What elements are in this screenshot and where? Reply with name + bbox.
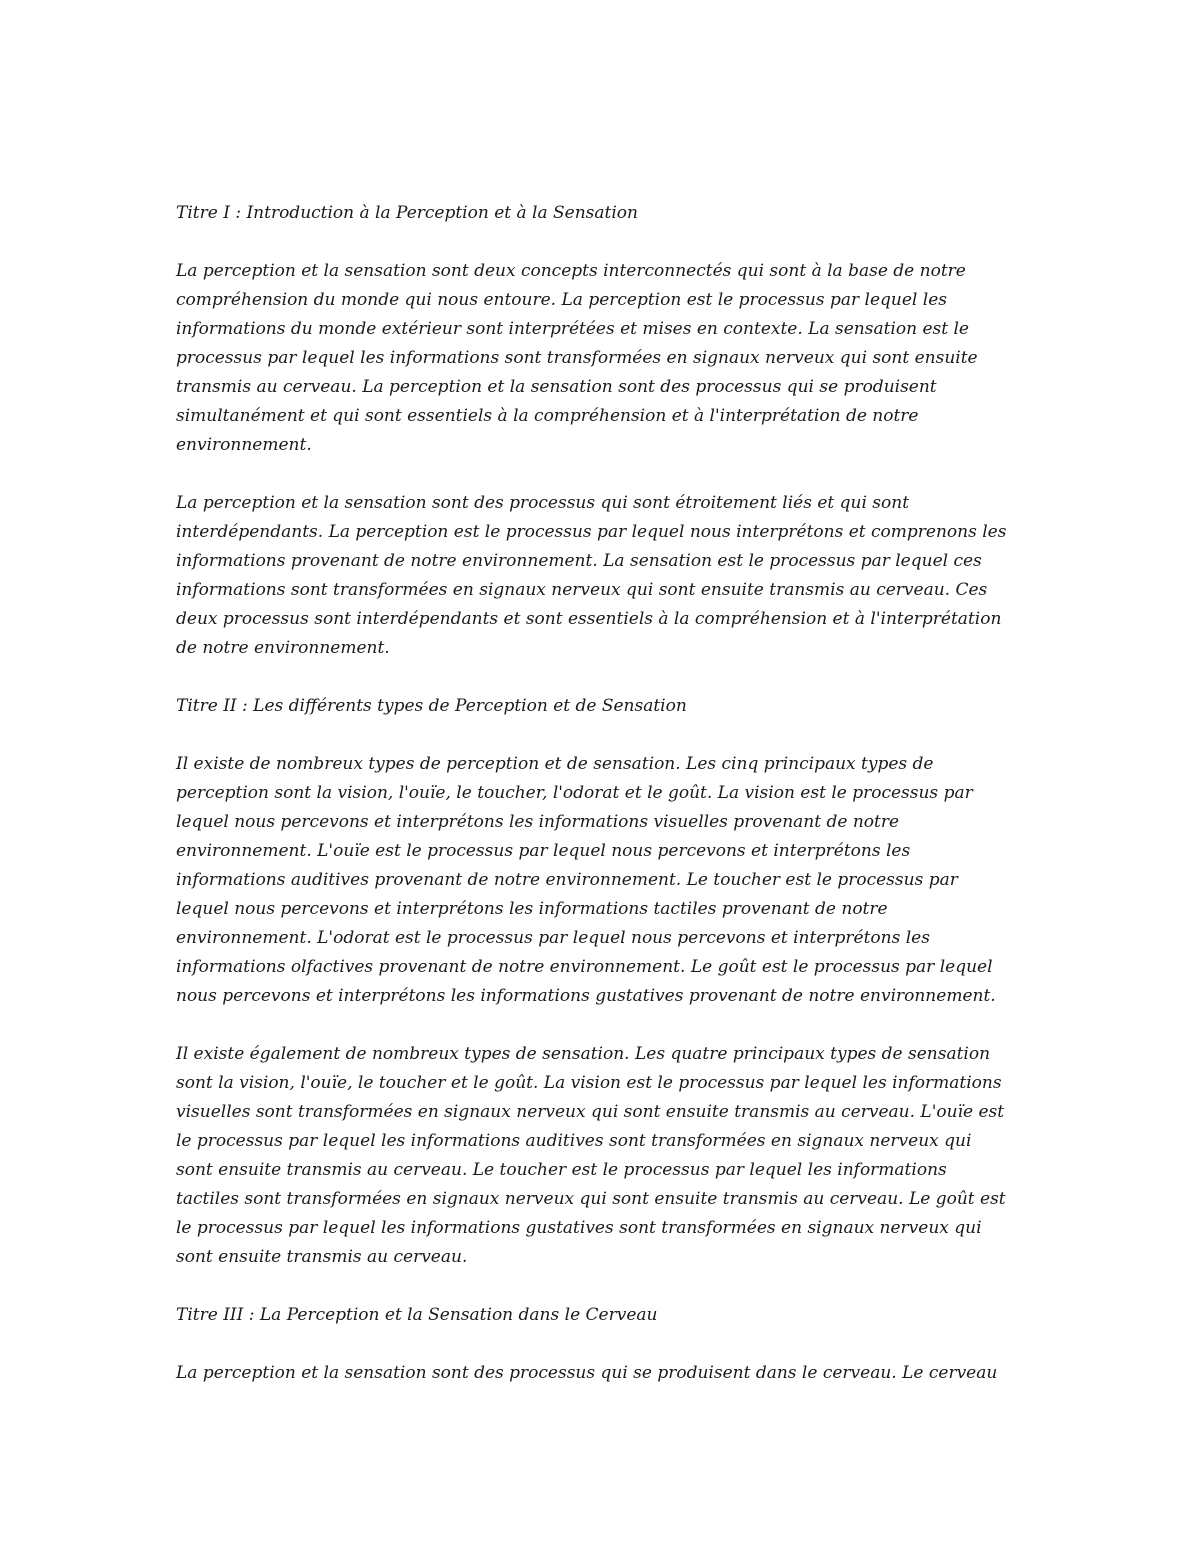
text-line: informations sont transformées en signaux nerveux qui sont ensuite transmis au cerveau. Ces (176, 580, 988, 600)
paragraph-spacer (176, 460, 1036, 489)
text-line: sont la vision, l'ouïe, le toucher et le goût. La vision est le processus par lequel les informations (176, 1073, 1002, 1093)
text-line: le processus par lequel les informations auditives sont transformées en signaux nerveux qui (176, 1131, 972, 1151)
text-line: deux processus sont interdépendants et sont essentiels à la compréhension et à l'interprétation (176, 609, 1002, 629)
paragraph (176, 489, 1036, 663)
section-title: Titre II : Les différents types de Perception et de Sensation (176, 696, 687, 716)
text-line: visuelles sont transformées en signaux nerveux qui sont ensuite transmis au cerveau. L'ouïe est (176, 1102, 1005, 1122)
text-line: La perception et la sensation sont des processus qui sont étroitement liés et qui sont (176, 493, 910, 513)
text-line: environnement. L'ouïe est le processus par lequel nous percevons et interprétons les (176, 841, 911, 861)
text-line: compréhension du monde qui nous entoure. La perception est le processus par lequel les (176, 290, 947, 310)
document-body (176, 199, 1036, 1388)
section-title: Titre III : La Perception et la Sensation dans le Cerveau (176, 1305, 658, 1325)
text-line: tactiles sont transformées en signaux nerveux qui sont ensuite transmis au cerveau. Le goût est (176, 1189, 1006, 1209)
text-line: de notre environnement. (176, 638, 390, 658)
section-title: Titre I : Introduction à la Perception et à la Sensation (176, 203, 638, 223)
text-line: le processus par lequel les informations gustatives sont transformées en signaux nerveux qui (176, 1218, 982, 1238)
text-line: simultanément et qui sont essentiels à la compréhension et à l'interprétation de notre (176, 406, 919, 426)
text-line: informations auditives provenant de notre environnement. Le toucher est le processus par (176, 870, 958, 890)
text-line: perception sont la vision, l'ouïe, le toucher, l'odorat et le goût. La vision est le processus par (176, 783, 973, 803)
paragraph-spacer (176, 721, 1036, 750)
text-line: informations olfactives provenant de notre environnement. Le goût est le processus par lequel (176, 957, 993, 977)
text-line: interdépendants. La perception est le processus par lequel nous interprétons et comprenons les (176, 522, 1007, 542)
text-line: sont ensuite transmis au cerveau. (176, 1247, 468, 1267)
text-line: Il existe également de nombreux types de sensation. Les quatre principaux types de sensation (176, 1044, 991, 1064)
paragraph-spacer (176, 1330, 1036, 1359)
text-line: informations provenant de notre environnement. La sensation est le processus par lequel ces (176, 551, 982, 571)
text-line: sont ensuite transmis au cerveau. Le toucher est le processus par lequel les informations (176, 1160, 947, 1180)
text-line: environnement. (176, 435, 312, 455)
text-line: transmis au cerveau. La perception et la sensation sont des processus qui se produisent (176, 377, 937, 397)
paragraph (176, 750, 1036, 1011)
text-line: La perception et la sensation sont deux concepts interconnectés qui sont à la base de notre (176, 261, 966, 281)
text-line: nous percevons et interprétons les informations gustatives provenant de notre environnement. (176, 986, 996, 1006)
paragraph-spacer (176, 1011, 1036, 1040)
text-line: Il existe de nombreux types de perception et de sensation. Les cinq principaux types de (176, 754, 934, 774)
paragraph (176, 257, 1036, 460)
text-line: processus par lequel les informations sont transformées en signaux nerveux qui sont ensuite (176, 348, 978, 368)
paragraph (176, 1359, 1036, 1388)
text-line: informations du monde extérieur sont interprétées et mises en contexte. La sensation est le (176, 319, 969, 339)
paragraph-spacer (176, 228, 1036, 257)
section-spacer (176, 663, 1036, 692)
text-line: environnement. L'odorat est le processus par lequel nous percevons et interprétons les (176, 928, 930, 948)
text-line: lequel nous percevons et interprétons les informations tactiles provenant de notre (176, 899, 888, 919)
paragraph (176, 1040, 1036, 1272)
text-line: La perception et la sensation sont des processus qui se produisent dans le cerveau. Le cerveau (176, 1363, 998, 1383)
text-line: lequel nous percevons et interprétons les informations visuelles provenant de notre (176, 812, 900, 832)
section-spacer (176, 1272, 1036, 1301)
